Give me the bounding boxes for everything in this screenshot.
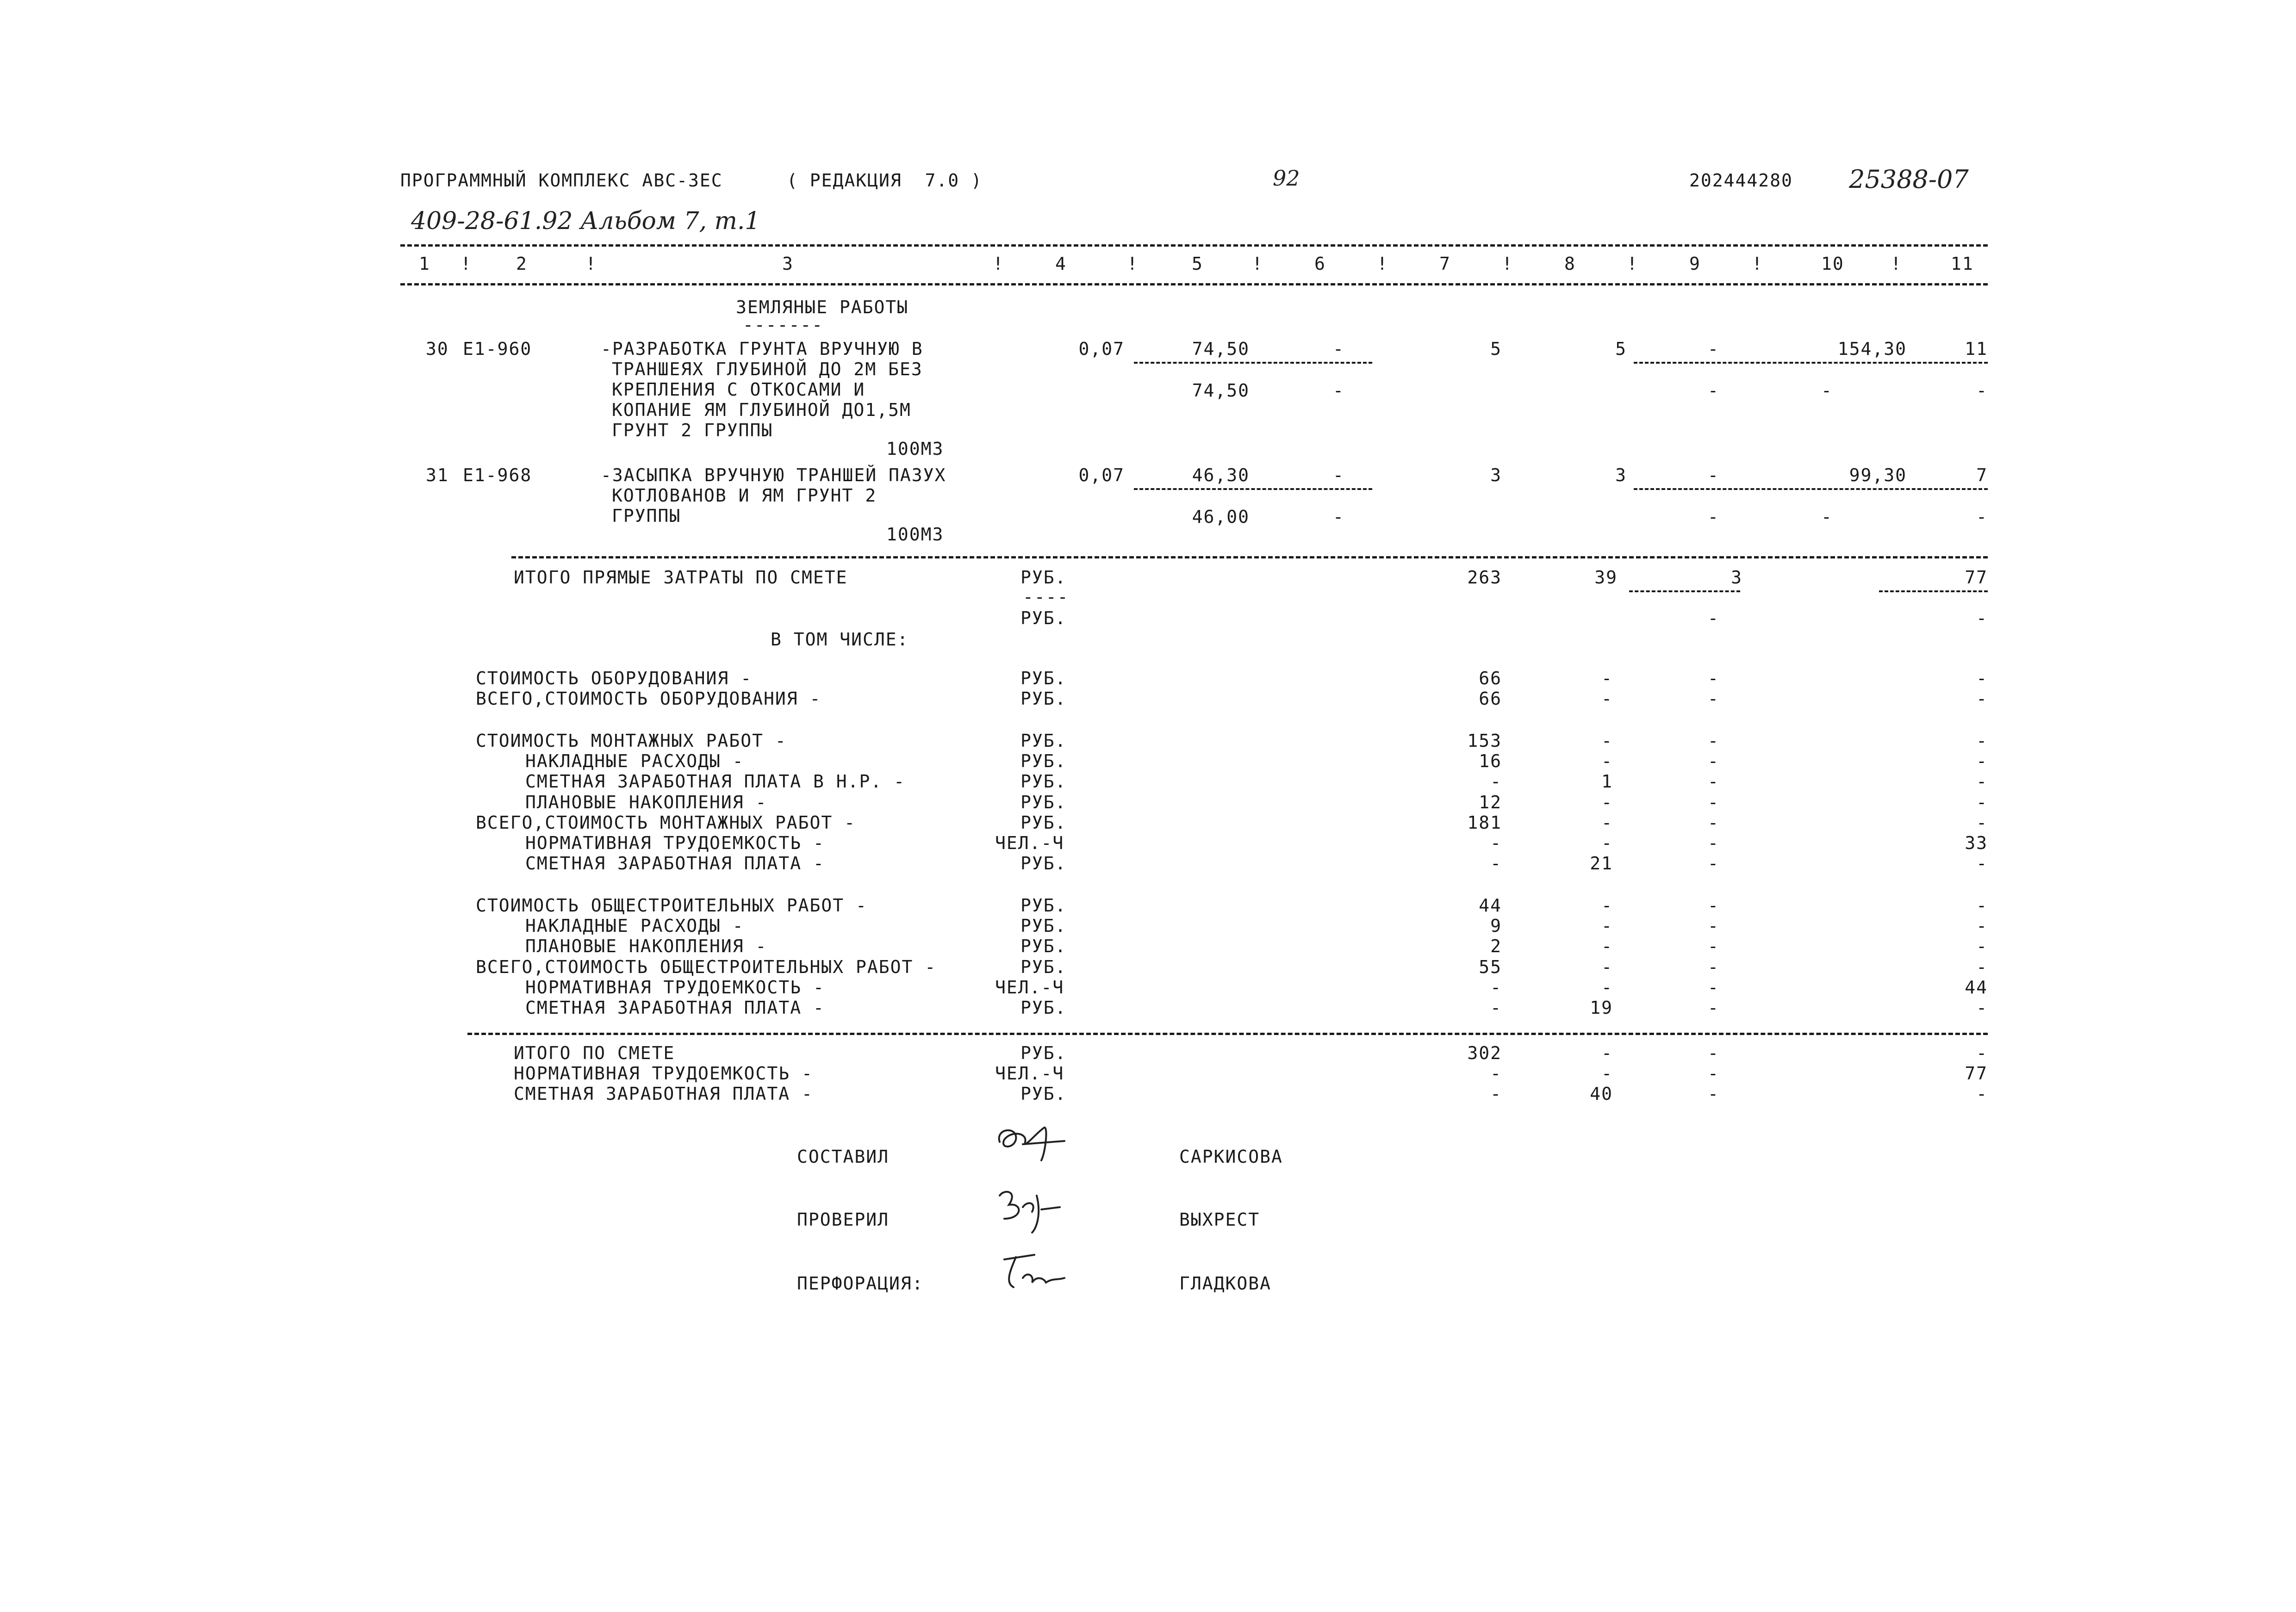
direct-total-unit: РУБ. — [1020, 567, 1067, 588]
breakdown-unit: ЧЕЛ.-Ч — [995, 833, 1064, 854]
final-label: СМЕТНАЯ ЗАРАБОТНАЯ ПЛАТА - — [514, 1084, 813, 1104]
item-col6-alt: - — [1333, 380, 1344, 401]
breakdown-col8: - — [1601, 936, 1613, 957]
final-label: ИТОГО ПО СМЕТЕ — [514, 1043, 675, 1063]
breakdown-label: ВСЕГО,СТОИМОСТЬ МОНТАЖНЫХ РАБОТ - — [476, 812, 856, 833]
breakdown-col11: - — [1976, 771, 1988, 792]
breakdown-unit: РУБ. — [1020, 668, 1067, 688]
breakdown-col8: - — [1601, 956, 1613, 977]
breakdown-col11: - — [1976, 688, 1988, 709]
final-col9: - — [1708, 1063, 1719, 1084]
breakdown-col7: 66 — [1479, 688, 1502, 709]
breakdown-col9: - — [1708, 730, 1719, 751]
item-col7: 5 — [1490, 339, 1502, 359]
column-number-4: 4 — [1055, 254, 1067, 274]
breakdown-label: ВСЕГО,СТОИМОСТЬ ОБЩЕСТРОИТЕЛЬНЫХ РАБОТ - — [476, 956, 937, 977]
column-number-3: 3 — [782, 254, 794, 274]
column-number-10: 10 — [1821, 254, 1844, 274]
signature-role: ПЕРФОРАЦИЯ: — [797, 1273, 924, 1294]
final-col7: - — [1490, 1084, 1502, 1104]
page-number: 92 — [1273, 166, 1300, 191]
column-separator: ! — [993, 254, 1004, 274]
direct-total-unit-dash: ---- — [1023, 587, 1069, 607]
item-description-line: ТРАНШЕЯХ ГЛУБИНОЙ ДО 2М БЕЗ — [612, 359, 923, 379]
direct-total-rule-right — [1879, 590, 1988, 592]
breakdown-col8: - — [1601, 812, 1613, 833]
breakdown-col9: - — [1708, 750, 1719, 771]
item-col11: 7 — [1976, 465, 1988, 485]
item-col10: 154,30 — [1837, 339, 1907, 359]
item-col6: - — [1333, 465, 1344, 485]
item-price-rule — [1134, 362, 1372, 364]
breakdown-col11: - — [1976, 792, 1988, 812]
final-unit: РУБ. — [1020, 1084, 1067, 1104]
final-col8: - — [1601, 1043, 1613, 1063]
breakdown-col9: - — [1708, 812, 1719, 833]
direct-total-col11-alt: - — [1976, 608, 1988, 628]
breakdown-col9: - — [1708, 936, 1719, 957]
breakdown-col9: - — [1708, 771, 1719, 792]
breakdown-label: НАКЛАДНЫЕ РАСХОДЫ - — [525, 916, 744, 936]
breakdown-col11: - — [1976, 668, 1988, 688]
breakdown-col7: 2 — [1490, 936, 1502, 957]
direct-total-col9: 3 — [1731, 567, 1742, 588]
document-number: 25388-07 — [1849, 165, 1969, 194]
header-rule-bottom — [400, 283, 1988, 285]
breakdown-col11: - — [1976, 853, 1988, 874]
item-col10-alt: - — [1821, 380, 1833, 401]
breakdown-label: ПЛАНОВЫЕ НАКОПЛЕНИЯ - — [525, 936, 767, 957]
item-number: 31 — [426, 465, 449, 485]
final-col9: - — [1708, 1084, 1719, 1104]
item-price-rule — [1134, 488, 1372, 490]
item-col9-alt: - — [1708, 380, 1719, 401]
handwritten-signature — [990, 1186, 1083, 1242]
handwritten-signature — [990, 1250, 1083, 1306]
breakdown-label: СТОИМОСТЬ ОБЩЕСТРОИТЕЛЬНЫХ РАБОТ - — [476, 895, 867, 916]
item-description-line: КОТЛОВАНОВ И ЯМ ГРУНТ 2 — [612, 485, 877, 506]
breakdown-label: НОРМАТИВНАЯ ТРУДОЕМКОСТЬ - — [525, 977, 825, 998]
section-title: ЗЕМЛЯНЫЕ РАБОТЫ — [736, 297, 909, 317]
column-number-5: 5 — [1192, 254, 1203, 274]
final-unit: ЧЕЛ.-Ч — [995, 1063, 1064, 1084]
breakdown-col11: - — [1976, 936, 1988, 957]
column-number-7: 7 — [1439, 254, 1451, 274]
column-number-8: 8 — [1564, 254, 1576, 274]
breakdown-unit: РУБ. — [1020, 812, 1067, 833]
breakdown-col11: - — [1976, 956, 1988, 977]
breakdown-col9: - — [1708, 688, 1719, 709]
breakdown-col8: - — [1601, 688, 1613, 709]
direct-total-col11: 77 — [1965, 567, 1988, 588]
item-number: 30 — [426, 339, 449, 359]
breakdown-col7: - — [1490, 977, 1502, 998]
column-separator: ! — [1502, 254, 1513, 274]
breakdown-col7: 181 — [1467, 812, 1502, 833]
item-col8: 3 — [1615, 465, 1627, 485]
breakdown-col8: - — [1601, 977, 1613, 998]
breakdown-col11: - — [1976, 998, 1988, 1018]
breakdown-unit: РУБ. — [1020, 916, 1067, 936]
breakdown-col8: - — [1601, 668, 1613, 688]
item-col9-alt: - — [1708, 507, 1719, 527]
column-separator: ! — [1252, 254, 1263, 274]
header-rule-top — [400, 244, 1988, 247]
edition-label: ( РЕДАКЦИЯ 7.0 ) — [787, 170, 983, 191]
direct-total-unit-2: РУБ. — [1020, 608, 1067, 628]
breakdown-col8: - — [1601, 750, 1613, 771]
direct-total-col8: 39 — [1594, 567, 1618, 588]
column-number-1: 1 — [419, 254, 430, 274]
breakdown-col11: 33 — [1965, 833, 1988, 854]
item-quantity: 0,07 — [1078, 339, 1125, 359]
album-reference: 409-28-61.92 Альбом 7, т.1 — [411, 207, 760, 235]
column-separator: ! — [585, 254, 597, 274]
item-description-line: ГРУППЫ — [612, 506, 681, 526]
signature-name: ГЛАДКОВА — [1179, 1273, 1272, 1294]
breakdown-col8: 21 — [1590, 853, 1613, 874]
item-description-line: ГРУНТ 2 ГРУППЫ — [612, 420, 773, 440]
direct-total-col7: 263 — [1467, 567, 1502, 588]
final-col8: 40 — [1590, 1084, 1613, 1104]
direct-total-rule-left — [1629, 590, 1740, 592]
final-col9: - — [1708, 1043, 1719, 1063]
breakdown-label: НОРМАТИВНАЯ ТРУДОЕМКОСТЬ - — [525, 833, 825, 854]
item-col6-alt: - — [1333, 507, 1344, 527]
item-unit-price-alt: 74,50 — [1192, 380, 1250, 401]
breakdown-col9: - — [1708, 668, 1719, 688]
breakdown-col8: 1 — [1601, 771, 1613, 792]
final-col8: - — [1601, 1063, 1613, 1084]
document-code: 202444280 — [1689, 170, 1793, 191]
item-col11-alt: - — [1976, 507, 1988, 527]
breakdown-col8: - — [1601, 916, 1613, 936]
item-right-rule — [1634, 362, 1988, 364]
breakdown-col9: - — [1708, 853, 1719, 874]
breakdown-col9: - — [1708, 833, 1719, 854]
final-col11: 77 — [1965, 1063, 1988, 1084]
breakdown-label: ВСЕГО,СТОИМОСТЬ ОБОРУДОВАНИЯ - — [476, 688, 821, 709]
column-separator: ! — [1891, 254, 1902, 274]
breakdown-col7: 66 — [1479, 668, 1502, 688]
breakdown-col8: - — [1601, 730, 1613, 751]
breakdown-label: СТОИМОСТЬ ОБОРУДОВАНИЯ - — [476, 668, 753, 688]
item-col11-alt: - — [1976, 380, 1988, 401]
breakdown-col9: - — [1708, 977, 1719, 998]
breakdown-unit: РУБ. — [1020, 730, 1067, 751]
breakdown-col7: - — [1490, 853, 1502, 874]
breakdown-col11: - — [1976, 750, 1988, 771]
breakdown-col9: - — [1708, 792, 1719, 812]
direct-total-label: ИТОГО ПРЯМЫЕ ЗАТРАТЫ ПО СМЕТЕ — [514, 567, 848, 588]
item-code: Е1-960 — [463, 339, 532, 359]
signature-name: ВЫХРЕСТ — [1179, 1209, 1260, 1230]
breakdown-col9: - — [1708, 998, 1719, 1018]
final-col7: 302 — [1467, 1043, 1502, 1063]
column-separator: ! — [460, 254, 472, 274]
final-col11: - — [1976, 1043, 1988, 1063]
breakdown-label: СТОИМОСТЬ МОНТАЖНЫХ РАБОТ - — [476, 730, 787, 751]
column-number-2: 2 — [516, 254, 528, 274]
item-col7: 3 — [1490, 465, 1502, 485]
breakdown-col8: - — [1601, 895, 1613, 916]
column-separator: ! — [1377, 254, 1388, 274]
program-title: ПРОГРАММНЫЙ КОМПЛЕКС АВС-3ЕС — [400, 170, 723, 191]
column-separator: ! — [1752, 254, 1763, 274]
section-underline: ------- — [743, 315, 824, 335]
final-rule — [467, 1033, 1988, 1035]
breakdown-col11: - — [1976, 812, 1988, 833]
signature-role: ПРОВЕРИЛ — [797, 1209, 890, 1230]
item-quantity: 0,07 — [1078, 465, 1125, 485]
including-label: В ТОМ ЧИСЛЕ: — [771, 629, 909, 650]
item-unit: 100М3 — [886, 439, 944, 459]
item-unit-price-alt: 46,00 — [1192, 507, 1250, 527]
column-number-9: 9 — [1689, 254, 1701, 274]
breakdown-col9: - — [1708, 895, 1719, 916]
breakdown-col7: 44 — [1479, 895, 1502, 916]
signature-role: СОСТАВИЛ — [797, 1147, 890, 1167]
breakdown-label: ПЛАНОВЫЕ НАКОПЛЕНИЯ - — [525, 792, 767, 812]
item-col11: 11 — [1965, 339, 1988, 359]
item-col10: 99,30 — [1849, 465, 1907, 485]
breakdown-label: СМЕТНАЯ ЗАРАБОТНАЯ ПЛАТА - — [525, 853, 825, 874]
column-number-6: 6 — [1314, 254, 1326, 274]
breakdown-unit: РУБ. — [1020, 771, 1067, 792]
direct-total-col9-alt: - — [1708, 608, 1719, 628]
breakdown-col7: 9 — [1490, 916, 1502, 936]
breakdown-col8: - — [1601, 833, 1613, 854]
breakdown-col7: - — [1490, 998, 1502, 1018]
breakdown-label: СМЕТНАЯ ЗАРАБОТНАЯ ПЛАТА - — [525, 998, 825, 1018]
breakdown-col11: 44 — [1965, 977, 1988, 998]
column-separator: ! — [1127, 254, 1139, 274]
breakdown-unit: РУБ. — [1020, 853, 1067, 874]
item-unit: 100М3 — [886, 524, 944, 545]
item-description-line: КРЕПЛЕНИЯ С ОТКОСАМИ И — [612, 379, 865, 400]
item-right-rule — [1634, 488, 1988, 490]
breakdown-unit: РУБ. — [1020, 792, 1067, 812]
column-separator: ! — [1627, 254, 1638, 274]
final-col11: - — [1976, 1084, 1988, 1104]
breakdown-unit: РУБ. — [1020, 895, 1067, 916]
breakdown-unit: РУБ. — [1020, 936, 1067, 957]
final-col7: - — [1490, 1063, 1502, 1084]
breakdown-unit: РУБ. — [1020, 998, 1067, 1018]
totals-rule — [511, 556, 1988, 558]
breakdown-col11: - — [1976, 916, 1988, 936]
breakdown-col7: 12 — [1479, 792, 1502, 812]
breakdown-col8: - — [1601, 792, 1613, 812]
item-col10-alt: - — [1821, 507, 1833, 527]
breakdown-col7: 16 — [1479, 750, 1502, 771]
item-unit-price: 46,30 — [1192, 465, 1250, 485]
column-number-11: 11 — [1951, 254, 1974, 274]
breakdown-unit: РУБ. — [1020, 956, 1067, 977]
signature-name: САРКИСОВА — [1179, 1147, 1283, 1167]
breakdown-col11: - — [1976, 730, 1988, 751]
item-col9: - — [1708, 465, 1719, 485]
breakdown-col7: 55 — [1479, 956, 1502, 977]
item-col8: 5 — [1615, 339, 1627, 359]
item-unit-price: 74,50 — [1192, 339, 1250, 359]
breakdown-col7: - — [1490, 771, 1502, 792]
item-col6: - — [1333, 339, 1344, 359]
breakdown-col7: - — [1490, 833, 1502, 854]
breakdown-col8: 19 — [1590, 998, 1613, 1018]
breakdown-label: СМЕТНАЯ ЗАРАБОТНАЯ ПЛАТА В Н.Р. - — [525, 771, 905, 792]
item-col9: - — [1708, 339, 1719, 359]
breakdown-label: НАКЛАДНЫЕ РАСХОДЫ - — [525, 750, 744, 771]
breakdown-col11: - — [1976, 895, 1988, 916]
final-label: НОРМАТИВНАЯ ТРУДОЕМКОСТЬ - — [514, 1063, 813, 1084]
breakdown-col9: - — [1708, 956, 1719, 977]
final-unit: РУБ. — [1020, 1043, 1067, 1063]
handwritten-signature — [990, 1123, 1083, 1179]
breakdown-unit: РУБ. — [1020, 750, 1067, 771]
breakdown-col7: 153 — [1467, 730, 1502, 751]
breakdown-unit: ЧЕЛ.-Ч — [995, 977, 1064, 998]
item-description-line: КОПАНИЕ ЯМ ГЛУБИНОЙ ДО1,5М — [612, 400, 911, 420]
breakdown-col9: - — [1708, 916, 1719, 936]
item-description-line: -РАЗРАБОТКА ГРУНТА ВРУЧНУЮ В — [601, 339, 923, 359]
breakdown-unit: РУБ. — [1020, 688, 1067, 709]
item-code: Е1-968 — [463, 465, 532, 485]
item-description-line: -ЗАСЫПКА ВРУЧНУЮ ТРАНШЕЙ ПАЗУХ — [601, 465, 946, 485]
